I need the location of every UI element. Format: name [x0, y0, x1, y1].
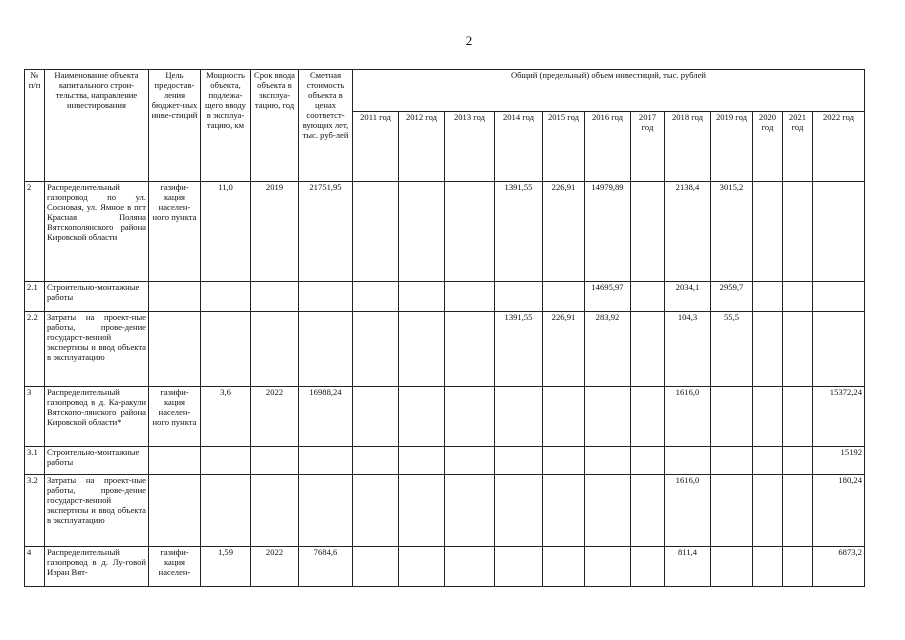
cost-cell	[299, 312, 353, 387]
year-header: 2012 год	[399, 112, 445, 182]
investment-value-cell	[753, 475, 783, 547]
investment-value-cell	[399, 475, 445, 547]
capacity-cell	[201, 447, 251, 475]
investment-value-cell	[495, 447, 543, 475]
object-name: Строительно-монтажные работы	[45, 282, 149, 312]
investment-value-cell	[495, 547, 543, 587]
investment-value-cell: 104,3	[665, 312, 711, 387]
investment-value-cell	[543, 447, 585, 475]
cost-cell: 7684,6	[299, 547, 353, 587]
investment-value-cell: 55,5	[711, 312, 753, 387]
investment-value-cell	[753, 547, 783, 587]
investment-table	[24, 69, 865, 587]
investment-value-cell	[631, 282, 665, 312]
investment-value-cell: 1391,55	[495, 312, 543, 387]
investment-value-cell	[495, 475, 543, 547]
year-header: 2022 год	[813, 112, 865, 182]
capacity-cell	[201, 282, 251, 312]
year-header: 2017 год	[631, 112, 665, 182]
purpose-cell	[149, 282, 201, 312]
investment-value-cell	[783, 475, 813, 547]
investment-value-cell	[543, 547, 585, 587]
investment-value-cell	[353, 282, 399, 312]
investment-value-cell: 226,91	[543, 312, 585, 387]
header-name: Наименование объекта капитального строи-тельства, направление инвестирования	[45, 70, 149, 182]
table-row	[25, 282, 865, 312]
year-header: 2011 год	[353, 112, 399, 182]
investment-value-cell	[543, 475, 585, 547]
investment-value-cell: 283,92	[585, 312, 631, 387]
investment-value-cell	[585, 387, 631, 447]
investment-value-cell: 15372,24	[813, 387, 865, 447]
cost-cell	[299, 282, 353, 312]
investment-value-cell	[783, 282, 813, 312]
investment-value-cell	[399, 387, 445, 447]
investment-value-cell	[399, 282, 445, 312]
investment-value-cell	[783, 182, 813, 282]
table-row	[25, 182, 865, 282]
investment-value-cell	[399, 312, 445, 387]
investment-value-cell	[399, 182, 445, 282]
header-commission-year: Срок ввода объекта в эксплуа-тацию, год	[251, 70, 299, 182]
year-header: 2018 год	[665, 112, 711, 182]
object-name: Распределительный газопровод в д. Ка-ракули Вятскопо-лянского района Кировской области*	[45, 387, 149, 447]
table-row	[25, 387, 865, 447]
investment-value-cell	[753, 282, 783, 312]
purpose-cell: газифи-кация населен-ного пункта	[149, 387, 201, 447]
purpose-cell: газифи-кация населен-ного пункта	[149, 182, 201, 282]
investment-value-cell	[631, 182, 665, 282]
purpose-cell	[149, 475, 201, 547]
year-cell	[251, 312, 299, 387]
investment-value-cell	[353, 387, 399, 447]
investment-value-cell: 15192	[813, 447, 865, 475]
investment-value-cell	[783, 447, 813, 475]
year-cell	[251, 447, 299, 475]
investment-value-cell	[445, 475, 495, 547]
investment-value-cell	[445, 547, 495, 587]
investment-value-cell	[495, 387, 543, 447]
object-name: Распределительный газопровод по ул. Сосновая, ул. Ямное в пгт Красная Поляна Вятскополянского района Кировской области	[45, 182, 149, 282]
year-cell: 2019	[251, 182, 299, 282]
investment-value-cell	[353, 547, 399, 587]
row-number: 2.1	[25, 282, 45, 312]
investment-value-cell	[585, 447, 631, 475]
investment-value-cell	[445, 312, 495, 387]
cost-cell	[299, 447, 353, 475]
investment-value-cell	[353, 312, 399, 387]
row-number: 3.2	[25, 475, 45, 547]
header-total-investment: Общий (предельный) объем инвестиций, тыс. рублей	[353, 70, 865, 112]
investment-value-cell: 2034,1	[665, 282, 711, 312]
year-header: 2020 год	[753, 112, 783, 182]
investment-value-cell: 226,91	[543, 182, 585, 282]
header-purpose: Цель предостав-ления бюджет-ных инве-стиций	[149, 70, 201, 182]
header-estimated-cost: Сметная стоимость объекта в ценах соответст-вующих лет, тыс. руб-лей	[299, 70, 353, 182]
investment-value-cell	[445, 282, 495, 312]
header-num: № п/п	[25, 70, 45, 182]
investment-value-cell	[665, 447, 711, 475]
investment-value-cell	[585, 547, 631, 587]
year-header: 2015 год	[543, 112, 585, 182]
row-number: 2	[25, 182, 45, 282]
investment-value-cell: 2959,7	[711, 282, 753, 312]
investment-value-cell	[813, 182, 865, 282]
object-name: Строительно-монтажные работы	[45, 447, 149, 475]
investment-value-cell	[813, 312, 865, 387]
investment-value-cell: 14979,89	[585, 182, 631, 282]
table-row	[25, 475, 865, 547]
investment-value-cell	[813, 282, 865, 312]
table-row	[25, 312, 865, 387]
investment-value-cell	[753, 447, 783, 475]
investment-value-cell	[445, 182, 495, 282]
investment-value-cell	[445, 387, 495, 447]
year-cell	[251, 282, 299, 312]
investment-value-cell: 1616,0	[665, 387, 711, 447]
year-header: 2021 год	[783, 112, 813, 182]
capacity-cell: 3,6	[201, 387, 251, 447]
investment-value-cell	[753, 182, 783, 282]
object-name: Затраты на проект-ные работы, прове-дение государст-венной экспертизы и ввод объекта в эксплуатацию	[45, 312, 149, 387]
table-row	[25, 447, 865, 475]
investment-value-cell	[399, 447, 445, 475]
investment-value-cell	[753, 312, 783, 387]
investment-value-cell	[543, 387, 585, 447]
purpose-cell: газифи-кация населен-	[149, 547, 201, 587]
investment-value-cell	[631, 447, 665, 475]
year-header: 2016 год	[585, 112, 631, 182]
investment-value-cell	[631, 387, 665, 447]
investment-value-cell	[783, 547, 813, 587]
year-cell: 2022	[251, 387, 299, 447]
investment-value-cell: 1391,55	[495, 182, 543, 282]
investment-value-cell: 1616,0	[665, 475, 711, 547]
year-header: 2019 год	[711, 112, 753, 182]
object-name: Затраты на проект-ные работы, прове-дение государст-венной экспертизы и ввод объекта в эксплуатацию	[45, 475, 149, 547]
page-number: 2	[465, 33, 473, 48]
header-capacity: Мощность объекта, подлежа-щего вводу в эксплуа-тацию, км	[201, 70, 251, 182]
investment-value-cell	[711, 547, 753, 587]
cost-cell	[299, 475, 353, 547]
investment-value-cell	[631, 312, 665, 387]
investment-value-cell	[711, 387, 753, 447]
investment-value-cell	[353, 447, 399, 475]
investment-value-cell	[495, 282, 543, 312]
investment-value-cell	[631, 547, 665, 587]
investment-value-cell: 6873,2	[813, 547, 865, 587]
investment-value-cell: 14695,97	[585, 282, 631, 312]
investment-value-cell	[631, 475, 665, 547]
year-header: 2013 год	[445, 112, 495, 182]
investment-value-cell: 811,4	[665, 547, 711, 587]
investment-value-cell	[543, 282, 585, 312]
investment-value-cell	[753, 387, 783, 447]
capacity-cell: 11,0	[201, 182, 251, 282]
investment-value-cell	[399, 547, 445, 587]
capacity-cell: 1,59	[201, 547, 251, 587]
investment-value-cell	[585, 475, 631, 547]
row-number: 2.2	[25, 312, 45, 387]
row-number: 3.1	[25, 447, 45, 475]
capacity-cell	[201, 475, 251, 547]
investment-value-cell: 2138,4	[665, 182, 711, 282]
row-number: 4	[25, 547, 45, 587]
purpose-cell	[149, 312, 201, 387]
year-cell: 2022	[251, 547, 299, 587]
investment-value-cell: 180,24	[813, 475, 865, 547]
investment-value-cell	[711, 447, 753, 475]
investment-value-cell	[711, 475, 753, 547]
purpose-cell	[149, 447, 201, 475]
year-header: 2014 год	[495, 112, 543, 182]
cost-cell: 21751,95	[299, 182, 353, 282]
cost-cell: 16988,24	[299, 387, 353, 447]
header-row-top	[25, 70, 865, 112]
year-cell	[251, 475, 299, 547]
investment-value-cell	[783, 312, 813, 387]
row-number: 3	[25, 387, 45, 447]
investment-value-cell	[353, 182, 399, 282]
table-row	[25, 547, 865, 587]
capacity-cell	[201, 312, 251, 387]
investment-value-cell	[445, 447, 495, 475]
investment-value-cell	[783, 387, 813, 447]
investment-value-cell	[353, 475, 399, 547]
object-name: Распределительный газопровод в д. Лу-говой Изран Вят-	[45, 547, 149, 587]
investment-value-cell: 3015,2	[711, 182, 753, 282]
